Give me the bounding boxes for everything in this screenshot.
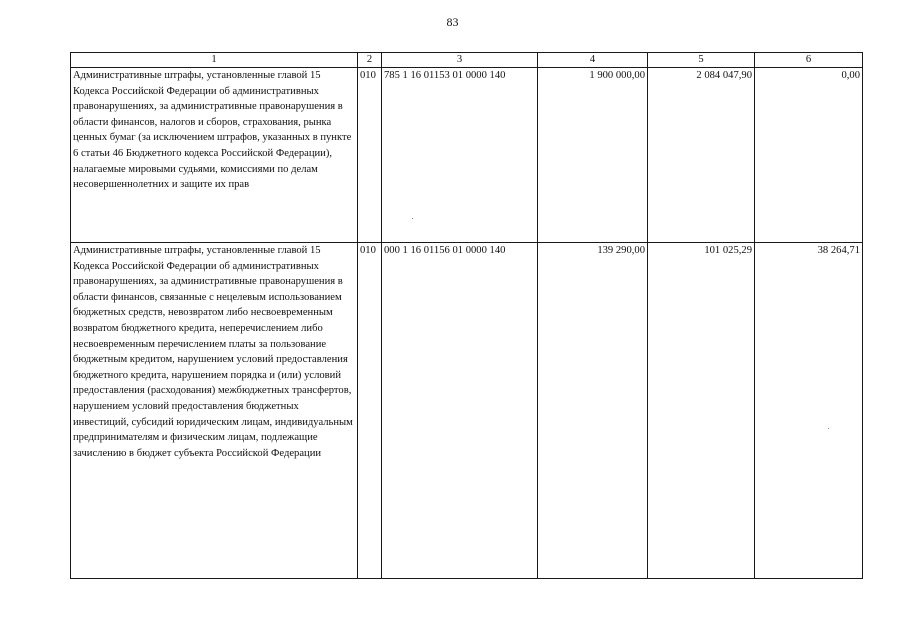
table-row bbox=[71, 68, 863, 243]
table-row bbox=[71, 243, 863, 579]
column-header-6: 6 bbox=[755, 53, 863, 68]
table-header-row bbox=[71, 53, 863, 68]
row-description: Административные штрафы, установленные главой 15 Кодекса Российской Федерации об административных правонарушениях, за административные правонарушения в области финансов, связанные с нецелевым использованием бюджетных средств, невозвратом либо несвоевременным возвратом бюджетного кредита, неперечислением либо несвоевременным перечислением платы за пользование бюджетным кредитом, нарушением условий предоставления бюджетного кредита, нарушением порядка и (или) условий предоставления (расходования) межбюджетных трансфертов, нарушением условий предоставления бюджетных инвестиций, субсидий юридическим лицам, индивидуальным предпринимателям и физическим лицам, подлежащие зачислению в бюджет субъекта Российской Федерации bbox=[71, 243, 358, 579]
row-classification-code: 000 1 16 01156 01 0000 140 bbox=[382, 243, 538, 579]
row-value-col6: 38 264,71 bbox=[755, 243, 863, 579]
column-header-2: 2 bbox=[358, 53, 382, 68]
row-value-col5: 101 025,29 bbox=[648, 243, 755, 579]
column-header-3: 3 bbox=[382, 53, 538, 68]
row-line-code: 010 bbox=[358, 243, 382, 579]
page-number: 83 bbox=[446, 15, 459, 29]
row-value-col4: 1 900 000,00 bbox=[538, 68, 648, 243]
row-value-col4: 139 290,00 bbox=[538, 243, 648, 579]
row-line-code: 010 bbox=[358, 68, 382, 243]
row-description: Административные штрафы, установленные главой 15 Кодекса Российской Федерации об административных правонарушениях, за административные правонарушения в области финансов, налогов и сборов, страхования, рынка ценных бумаг (за исключением штрафов, указанных в пункте 6 статьи 46 Бюджетного кодекса Российской Федерации), налагаемые мировыми судьями, комиссиями по делам несовершеннолетних и защите их прав bbox=[71, 68, 358, 243]
budget-table bbox=[70, 52, 863, 579]
row-classification-code: 785 1 16 01153 01 0000 140 bbox=[382, 68, 538, 243]
column-header-5: 5 bbox=[648, 53, 755, 68]
row-value-col6: 0,00 bbox=[755, 68, 863, 243]
column-header-4: 4 bbox=[538, 53, 648, 68]
row-value-col5: 2 084 047,90 bbox=[648, 68, 755, 243]
column-header-1: 1 bbox=[71, 53, 358, 68]
scan-speck bbox=[828, 428, 829, 429]
scan-speck bbox=[412, 218, 413, 219]
